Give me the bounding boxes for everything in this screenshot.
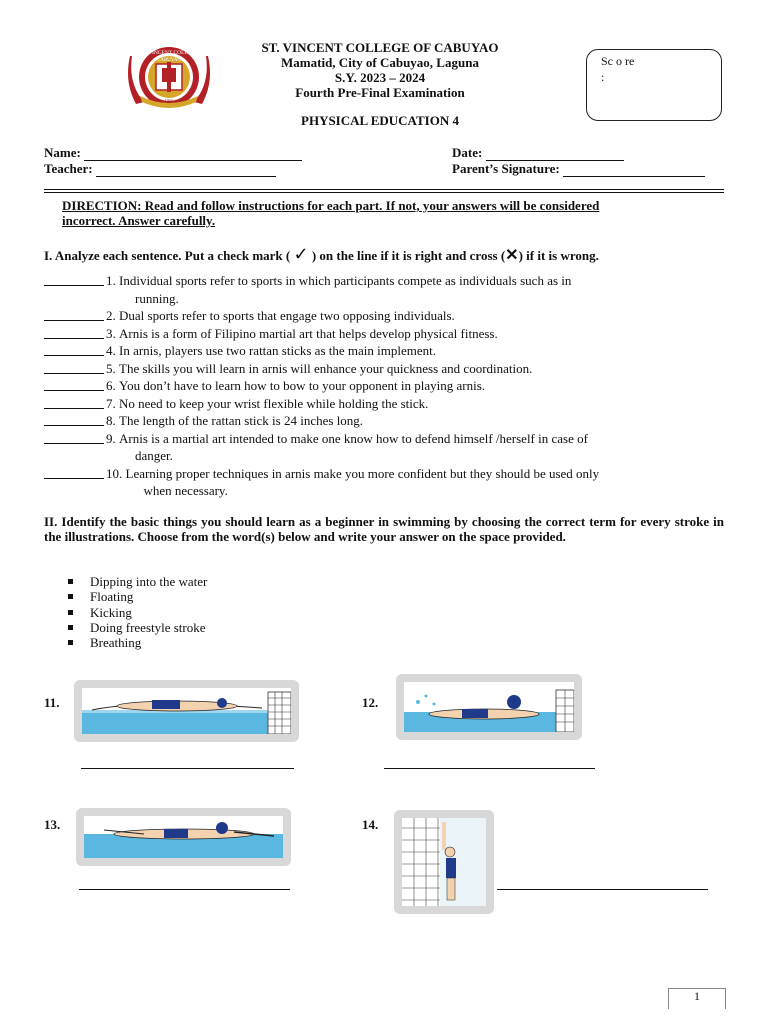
word-option: Breathing	[66, 635, 207, 650]
date-label: Date:	[452, 145, 483, 160]
score-box	[586, 49, 722, 121]
answer-line-14[interactable]	[497, 889, 708, 890]
part1-instruction-c: ) if it is wrong.	[518, 248, 599, 263]
list-item	[44, 272, 734, 307]
item-text: You don’t have to learn how to bow to your opponent in playing arnis.	[119, 378, 486, 393]
item-text: No need to keep your wrist flexible while holding the stick.	[119, 395, 429, 411]
word-option: Doing freestyle stroke	[66, 620, 207, 635]
illustration-13	[76, 808, 291, 866]
exam-title: Fourth Pre-Final Examination	[295, 85, 465, 100]
subject-title: PHYSICAL EDUCATION 4	[301, 113, 459, 128]
swimmer-kicking-illustration	[82, 688, 291, 734]
item-text: Arnis is a form of Filipino martial art that helps develop physical fitness.	[119, 325, 498, 341]
part1-instruction-b: ) on the line if it is right and cross (	[311, 248, 506, 263]
item-number: 6.	[106, 378, 116, 393]
question-11-number: 11.	[44, 695, 60, 710]
answer-blank[interactable]	[44, 272, 104, 286]
signature-field	[452, 161, 705, 177]
date-field	[452, 145, 624, 161]
item-number: 5.	[106, 360, 116, 376]
item-number: 1.	[106, 273, 116, 288]
date-line[interactable]	[486, 148, 624, 161]
part2-instruction: II. Identify the basic things you should learn as a beginner in swimming by choosing the correct term for every stroke in the illustrations. Choose from the word(s) below and write your answer on the space provided.	[44, 514, 724, 544]
score-label: Sc o re	[601, 54, 635, 68]
page-number: 1	[668, 988, 726, 1009]
item-number: 4.	[106, 343, 116, 358]
item-number: 2.	[106, 308, 116, 323]
item-text: Individual sports refer to sports in which participants compete as individuals such as in running.	[119, 273, 572, 306]
answer-blank[interactable]	[44, 360, 104, 374]
list-item	[44, 412, 734, 430]
item-number: 3.	[106, 325, 116, 341]
answer-blank[interactable]	[44, 325, 104, 339]
answer-blank[interactable]	[44, 307, 104, 321]
part1-instruction	[44, 244, 744, 265]
teacher-label: Teacher:	[44, 161, 93, 176]
answer-blank[interactable]	[44, 377, 104, 391]
school-year: S.Y. 2023 – 2024	[334, 70, 426, 85]
word-option: Kicking	[66, 605, 207, 620]
item-number: 9.	[106, 430, 116, 446]
svg-text:1966: 1966	[164, 98, 174, 103]
name-field	[44, 145, 302, 161]
cross-mark-icon: ✕	[505, 247, 519, 264]
swimmer-dipping-illustration	[402, 818, 486, 906]
answer-blank[interactable]	[44, 430, 104, 444]
word-option: Dipping into the water	[66, 574, 207, 589]
illustration-14	[394, 810, 494, 914]
svg-text:ST. VINCENT COLLEGE: ST. VINCENT COLLEGE	[139, 50, 199, 56]
divider-bottom	[44, 192, 724, 193]
answer-blank[interactable]	[44, 412, 104, 426]
item-number: 7.	[106, 395, 116, 411]
item-text: The skills you will learn in arnis will enhance your quickness and coordination.	[119, 360, 533, 376]
list-item	[44, 342, 734, 360]
answer-blank[interactable]	[44, 465, 104, 479]
svg-text:CABUYAO: CABUYAO	[156, 58, 182, 63]
signature-label: Parent’s Signature:	[452, 161, 560, 176]
item-text: In arnis, players use two rattan sticks as the main implement.	[119, 343, 436, 358]
name-label: Name:	[44, 145, 81, 160]
question-13-number: 13.	[44, 817, 61, 832]
word-bank	[66, 574, 207, 650]
answer-blank[interactable]	[44, 342, 104, 356]
item-text: Arnis is a martial art intended to make one know how to defend himself /herself in case of danger.	[119, 430, 588, 463]
item-text: Learning proper techniques in arnis make you more confident but they should be used only when necessary.	[125, 465, 600, 498]
illustration-12	[396, 674, 582, 740]
question-12-number: 12.	[362, 695, 379, 710]
school-address: Mamatid, City of Cabuyao, Laguna	[281, 55, 479, 70]
list-item	[44, 395, 734, 413]
answer-line-13[interactable]	[79, 889, 290, 890]
question-14-number: 14.	[362, 817, 379, 832]
swimmer-breathing-illustration	[404, 682, 574, 732]
part1-instruction-a: I. Analyze each sentence. Put a check mark (	[44, 248, 291, 263]
item-text: The length of the rattan stick is 24 inches long.	[119, 413, 364, 428]
name-line[interactable]	[84, 148, 302, 161]
illustration-11	[74, 680, 299, 742]
word-option: Floating	[66, 589, 207, 604]
score-colon: :	[601, 70, 605, 84]
part1-items	[44, 272, 734, 500]
answer-line-11[interactable]	[81, 768, 294, 769]
direction-line-1: DIRECTION: Read and follow instructions for each part. If not, your answers will be considered	[62, 198, 600, 213]
school-name: ST. VINCENT COLLEGE OF CABUYAO	[261, 40, 499, 55]
check-mark-icon: ✓	[293, 244, 309, 264]
teacher-field	[44, 161, 276, 177]
swimmer-freestyle-illustration	[84, 816, 283, 858]
divider-top	[44, 189, 724, 190]
list-item	[44, 465, 734, 500]
item-text: Dual sports refer to sports that engage two opposing individuals.	[119, 308, 455, 323]
signature-line[interactable]	[563, 164, 705, 177]
list-item	[44, 325, 734, 343]
list-item	[44, 430, 734, 465]
direction-line-2: incorrect. Answer carefully.	[62, 213, 216, 228]
item-number: 8.	[106, 413, 116, 428]
item-number: 10.	[106, 465, 123, 481]
list-item	[44, 360, 734, 378]
teacher-line[interactable]	[96, 164, 276, 177]
answer-line-12[interactable]	[384, 768, 595, 769]
list-item	[44, 307, 734, 325]
list-item	[44, 377, 734, 395]
answer-blank[interactable]	[44, 395, 104, 409]
